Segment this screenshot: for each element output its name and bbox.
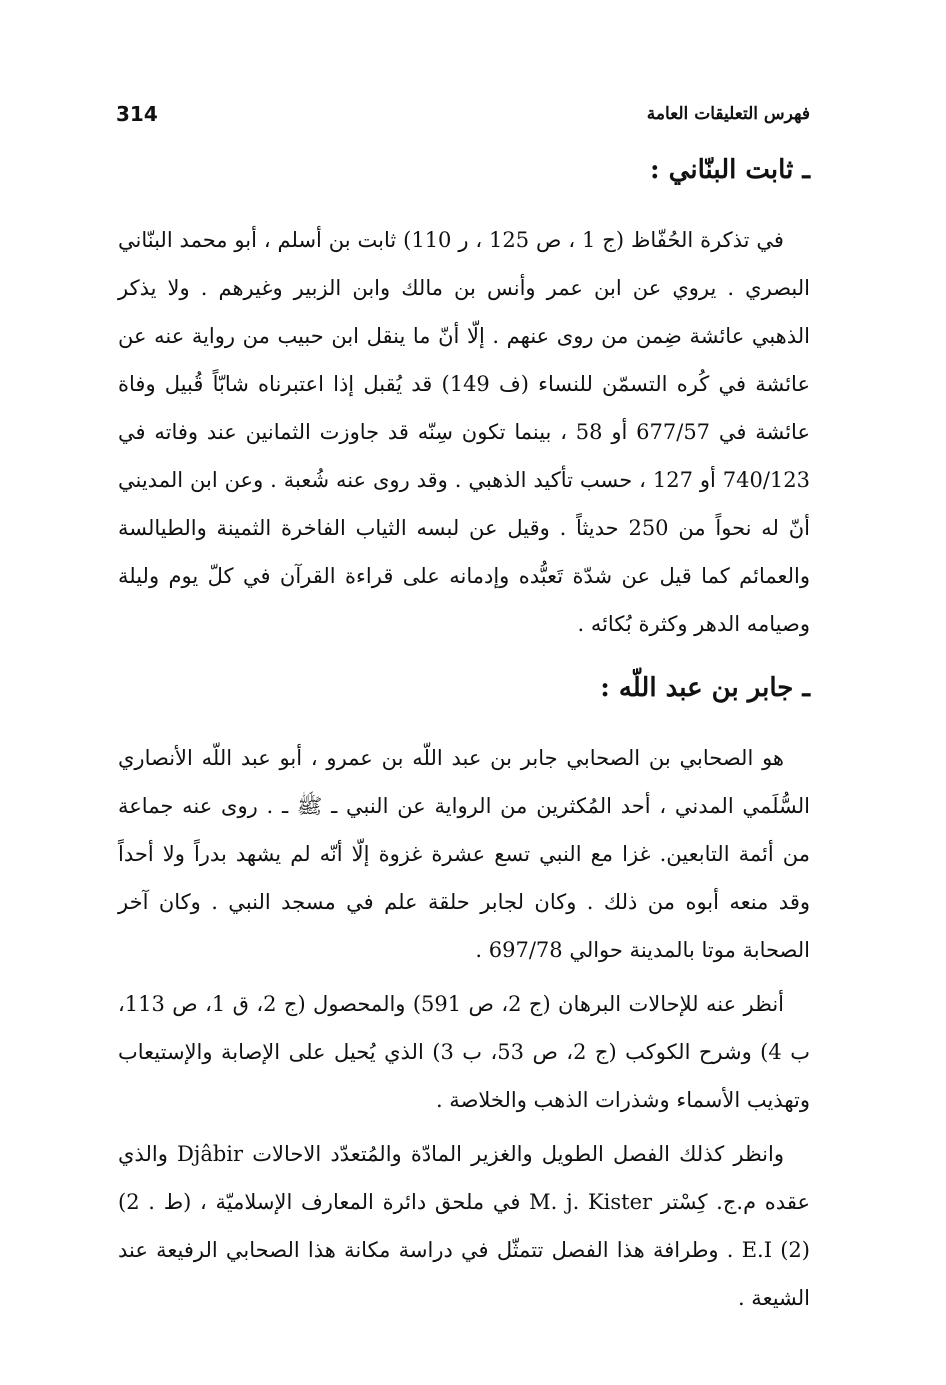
- entry-thabit-albunani: [118, 150, 810, 648]
- page-body: [118, 150, 810, 1328]
- page-number: 314: [116, 102, 158, 126]
- references-paragraph: أنظر عنه للإحالات البرهان (ج 2، ص 591) والمحصول (ج 2، ق 1، ص 113، ب 4) وشرح الكوكب (ج 2، ص 53، ب 3) الذي يُحيل على الإصابة والإستيعاب وتهذيب الأسماء وشذرات الذهب والخلاصة .: [118, 992, 810, 1112]
- entry-heading: ـ جابر بن عبد اللّه :: [600, 673, 810, 703]
- entry-paragraph: في تذكرة الحُفّاظ (ج 1 ، ص 125 ، ر 110) ثابت بن أسلم ، أبو محمد البنّاني البصري . يروي عن ابن عمر وأنس بن مالك وابن الزبير وغيرهم . ولا يذكر الذهبي عائشة ضِمن من روى عنهم . إلّا أنّ ما ينقل ابن حبيب من رواية عنه عن عائشة في كُره التسمّن للنساء (ف 149) قد يُقبل إذا اعتبرناه شابّاً قُبيل وفاة عائشة في 677/57 أو 58 ، بينما تكون سِنّه قد جاوزت الثمانين عند وفاته في 740/123 أو 127 ، حسب تأكيد الذهبي . وقد روى عنه شُعبة . وعن ابن المديني أنّ له نحواً من 250 حديثاً . وقيل عن لبسه الثياب الفاخرة الثمينة والطيالسة والعمائم كما قيل عن شدّة تَعبُّده وإدمانه على قراءة القرآن في كلّ يوم وليلة وصيامه الدهر وكثرة بُكائه .: [118, 228, 811, 636]
- entry-heading: ـ ثابت البنّاني :: [650, 155, 810, 185]
- entry-paragraph: هو الصحابي بن الصحابي جابر بن عبد اللّه بن عمرو ، أبو عبد اللّه الأنصاري السُّلَمي المدني ، أحد المُكثرين من الرواية عن النبي ـ ﷺ ـ . روى عنه جماعة من أئمة التابعين. غزا مع النبي تسع عشرة غزوة إلّا أنّه لم يشهد بدراً ولا أحداً وقد منعه أبوه من ذلك . وكان لجابر حلقة علم في مسجد النبي . وكان آخر الصحابة موتا بالمدينة حوالي 697/78 .: [118, 746, 810, 962]
- running-head: فهرس التعليقات العامة: [646, 104, 810, 124]
- entry-jabir-ibn-abdallah: [118, 668, 810, 1322]
- further-reading-paragraph: وانظر كذلك الفصل الطويل والغزير المادّة والمُتعدّد الاحالات Djâbir والذي عقده م.ج. كِسْتر M. j. Kister في ملحق دائرة المعارف الإسلاميّة ، (ط . 2) (2) E.I . وطرافة هذا الفصل تتمثّل في دراسة مكانة هذا الصحابي الرفيعة عند الشيعة .: [118, 1142, 810, 1310]
